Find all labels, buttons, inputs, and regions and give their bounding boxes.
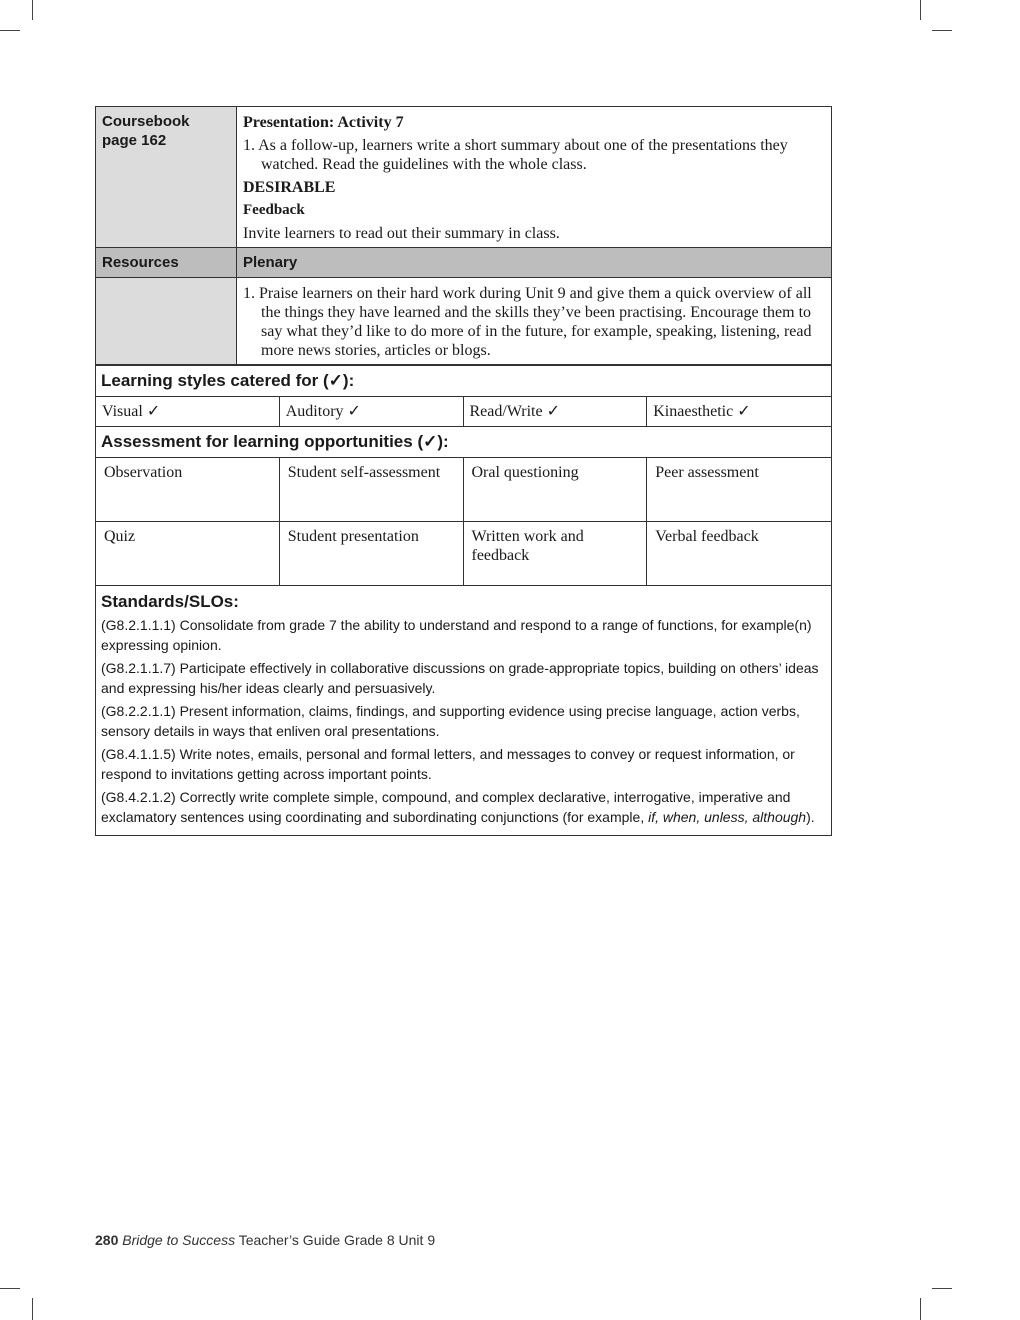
standard-item (101, 788, 826, 827)
plenary-item-1: 1. Praise learners on their hard work during Unit 9 and give them a quick overview of all the things they have learned and the skills they’ve been practising. Encourage them to say what they’d like to do more of in the future, for example, speaking, listening, read more news stories, articles or blogs. (243, 285, 812, 359)
crop-mark (932, 30, 952, 31)
learning-styles-heading: Learning styles catered for (✓): (96, 365, 831, 397)
plenary-row (96, 278, 831, 365)
standard-item: (G8.2.1.1.1) Consolidate from grade 7 the ability to understand and respond to a range of functions, for example(n) expressing opinion. (101, 617, 812, 653)
desirable-label: DESIRABLE (243, 179, 336, 196)
standard-item: (G8.2.2.1.1) Present information, claims, findings, and supporting evidence using precise language, action verbs, sensory details in ways that enliven oral presentations. (101, 703, 800, 739)
standards-section (96, 586, 831, 835)
resources-label: Resources (102, 254, 179, 271)
presentation-row (96, 107, 831, 248)
crop-mark (0, 30, 20, 31)
coursebook-cell (96, 107, 237, 247)
crop-mark (920, 0, 921, 20)
resources-header (96, 248, 237, 277)
standards-heading: Standards/SLOs: (101, 592, 239, 611)
crop-mark (920, 1298, 921, 1320)
resources-cell (96, 278, 237, 364)
assessment-cell: Verbal feedback (655, 528, 759, 545)
feedback-text: Invite learners to read out their summary in class. (243, 225, 560, 242)
assessment-cell: Observation (96, 458, 280, 521)
plenary-cell (237, 278, 831, 364)
presentation-cell (237, 107, 831, 247)
assessment-row-2 (96, 522, 831, 586)
style-read-write: Read/Write ✓ (464, 397, 648, 426)
standard-item: (G8.2.1.1.7) Participate effectively in collaborative discussions on grade-appropriate topics, building on others’ ideas and expressing his/her ideas clearly and persuasively. (101, 660, 819, 696)
plenary-header (237, 248, 831, 277)
feedback-heading: Feedback (243, 202, 305, 218)
standard-item-text: (G8.4.2.1.2) Correctly write complete simple, compound, and complex declarative, interrogative, imperative and exclamatory sentences using coordinating and subordinating conjunctions (for example, (101, 789, 791, 825)
footer-text: Teacher’s Guide Grade 8 Unit 9 (238, 1232, 436, 1248)
presentation-item-1: 1. As a follow-up, learners write a short summary about one of the presentations they watched. Read the guidelines with the whole class. (243, 137, 788, 173)
plenary-header-row (96, 248, 831, 278)
style-auditory: Auditory ✓ (280, 397, 464, 426)
page-number: 280 (95, 1232, 119, 1248)
crop-mark (32, 0, 33, 20)
standard-item: (G8.4.1.1.5) Write notes, emails, personal and formal letters, and messages to convey or request information, or respond to invitations getting across important points. (101, 746, 795, 782)
style-kinaesthetic: Kinaesthetic ✓ (653, 403, 751, 420)
assessment-cell: Peer assessment (655, 464, 759, 481)
standard-item-end: ). (806, 808, 815, 825)
plenary-label: Plenary (243, 254, 298, 271)
page-footer (95, 1232, 435, 1248)
assessment-cell: Quiz (96, 522, 280, 585)
style-visual: Visual ✓ (96, 397, 280, 426)
coursebook-label: Coursebook (102, 113, 190, 130)
lesson-plan-table (95, 106, 832, 836)
coursebook-page: page 162 (102, 132, 167, 149)
crop-mark (0, 1288, 20, 1289)
assessment-cell: Student self-assessment (280, 458, 464, 521)
book-title: Bridge to Success (122, 1232, 236, 1248)
assessment-cell: Student presentation (280, 522, 464, 585)
crop-mark (932, 1288, 952, 1289)
crop-mark (32, 1298, 33, 1320)
assessment-row-1 (96, 458, 831, 522)
assessment-heading: Assessment for learning opportunities (✓): (96, 427, 831, 458)
assessment-cell: Oral questioning (464, 458, 648, 521)
standard-item-examples: if, when, unless, although (648, 808, 807, 825)
assessment-cell: Written work and feedback (464, 522, 648, 585)
presentation-title: Presentation: Activity 7 (243, 114, 404, 131)
learning-styles-row (96, 397, 831, 427)
